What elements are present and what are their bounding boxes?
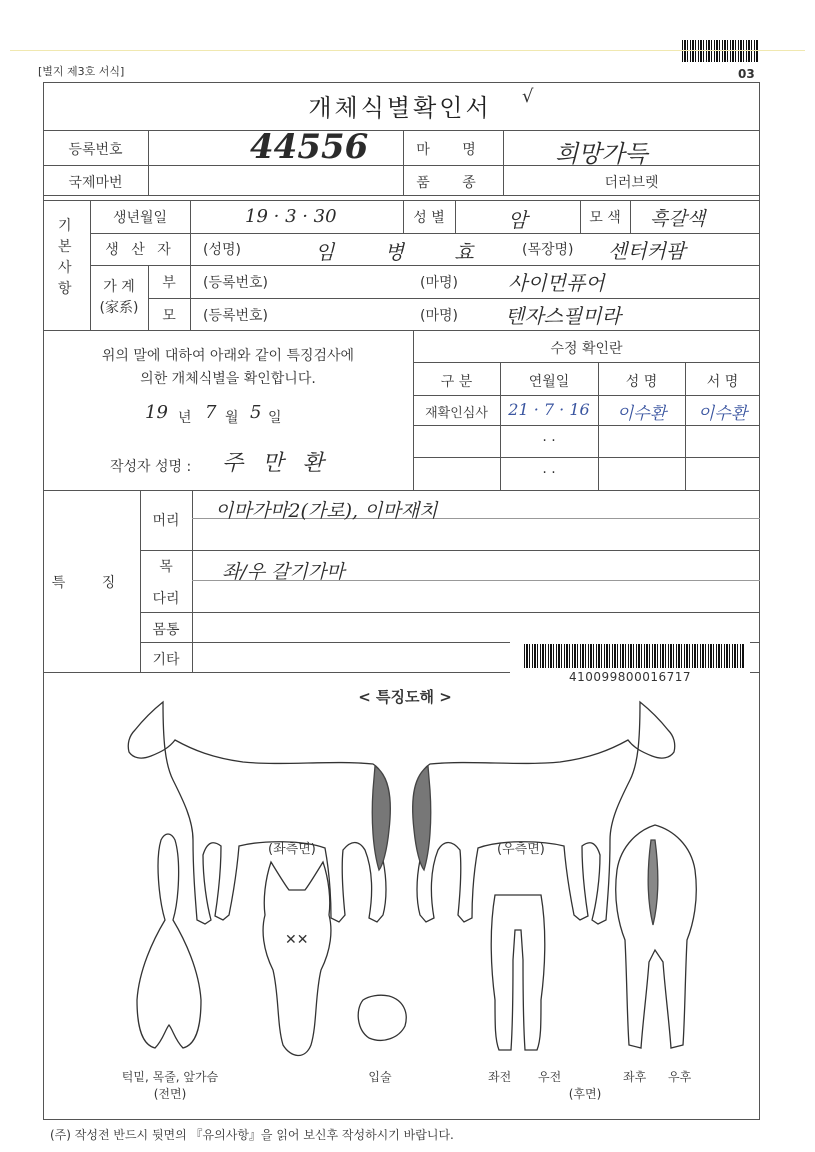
- right-side-label: (우측면): [497, 842, 545, 857]
- revision-row3-date: · ·: [542, 465, 556, 481]
- confirm-date-year: 19: [145, 402, 168, 423]
- leg-label: 다리: [152, 591, 180, 607]
- revision-header-date: 연월일: [528, 374, 570, 390]
- birth-value: 19 · 3 · 30: [245, 206, 337, 227]
- right-side-horse-outline: [417, 702, 675, 924]
- right-hind-label: 우후: [668, 1070, 692, 1084]
- right-side-tail: [413, 766, 431, 870]
- front-caption: 턱밑, 목줄, 앞가슴: [121, 1070, 219, 1084]
- page-number: 03: [738, 67, 755, 81]
- farm-value: 센터커팜: [608, 239, 686, 263]
- rear-tail: [648, 840, 658, 925]
- sire-name-label: (마명): [420, 275, 458, 291]
- head-value: 이마가마2(가로), 이마재치: [215, 500, 438, 522]
- horse-name-label: 마 명: [416, 142, 490, 158]
- front-legs-outline: [491, 895, 545, 1050]
- revision-header-kind: 구 분: [440, 374, 473, 390]
- sire-value: 사이먼퓨어: [508, 271, 605, 295]
- dam-label: 모: [162, 308, 176, 324]
- sire-label: 부: [162, 275, 176, 291]
- dam-value: 텐자스필미라: [505, 304, 621, 328]
- title-check-mark: √: [522, 86, 534, 107]
- neck-label: 목: [159, 559, 173, 575]
- confirm-month-unit: 월: [225, 410, 239, 426]
- family-label: 가 계: [103, 279, 135, 295]
- revision-row2-date: · ·: [542, 433, 556, 449]
- page-title: 개체식별확인서: [308, 94, 492, 122]
- diagram-title: < 특징도해 >: [358, 688, 452, 706]
- color-label: 모 색: [589, 210, 621, 226]
- left-side-tail: [372, 766, 390, 870]
- horse-name-value: 희망가득: [555, 140, 648, 168]
- top-barcode: [682, 40, 758, 62]
- dam-name-label: (마명): [420, 308, 458, 324]
- confirm-line1: 위의 말에 대하여 아래와 같이 특징검사에: [101, 348, 355, 364]
- head-label: 머리: [152, 513, 180, 529]
- left-side-horse-outline: [128, 702, 386, 924]
- producer-name-label: (성명): [203, 242, 241, 258]
- dam-reg-label: (등록번호): [203, 308, 269, 324]
- confirm-date-day: 5: [250, 402, 262, 423]
- family-hanja: (家系): [99, 300, 139, 316]
- horse-diagram: [43, 700, 760, 1070]
- color-value: 흑갈색: [650, 208, 706, 230]
- etc-label: 기타: [152, 652, 180, 668]
- basic-section-label: [58, 216, 74, 300]
- reg-no-value: 44556: [250, 127, 369, 167]
- left-side-label: (좌측면): [268, 842, 316, 857]
- reg-no-label: 등록번호: [68, 142, 123, 158]
- front-caption-2: (전면): [153, 1087, 187, 1101]
- back-caption: (후면): [568, 1087, 602, 1101]
- marking-xx: ✕✕: [285, 932, 309, 948]
- right-fore-label: 우전: [538, 1070, 562, 1084]
- form-label: [별지 제3호 서식]: [38, 65, 125, 78]
- confirm-date-month: 7: [205, 402, 217, 423]
- confirm-year-unit: 년: [178, 410, 192, 426]
- left-fore-label: 좌전: [488, 1070, 512, 1084]
- revision-header-name: 성 명: [625, 374, 658, 390]
- lips-label: 입술: [368, 1070, 392, 1084]
- sex-value: 암: [508, 208, 528, 232]
- revision-row1-date: 21 · 7 · 16: [508, 400, 590, 419]
- producer-label: 생 산 자: [105, 242, 175, 258]
- revision-row1-kind: 재확인심사: [425, 406, 488, 421]
- farm-label: (목장명): [522, 242, 574, 258]
- neck-value: 좌/우 갈기가마: [222, 561, 345, 583]
- breed-value: 더러브렛: [604, 175, 659, 191]
- sire-reg-label: (등록번호): [203, 275, 269, 291]
- birth-label: 생년월일: [112, 210, 168, 226]
- revision-header-sign: 서 명: [706, 374, 739, 390]
- confirm-line2: 의한 개체식별을 확인합니다.: [140, 371, 316, 387]
- producer-value: 임 병 효: [315, 240, 496, 264]
- barcode-number: 410099800016717: [568, 670, 692, 684]
- revision-row1-sign: 이수환: [697, 404, 748, 424]
- body-label: 몸통: [152, 622, 180, 638]
- footer-note: (주) 작성전 반드시 뒷면의 『유의사항』을 읽어 보신후 작성하시기 바랍니다.: [50, 1128, 454, 1142]
- intl-no-label: 국제마번: [68, 175, 123, 191]
- top-rule: [10, 50, 805, 51]
- sex-label: 성 별: [413, 210, 445, 226]
- author-label: 작성자 성명 :: [110, 459, 192, 475]
- lips-outline: [358, 995, 406, 1040]
- revision-title: 수정 확인란: [550, 341, 623, 357]
- left-hind-label: 좌후: [623, 1070, 647, 1084]
- front-chest-outline: [137, 834, 201, 1048]
- barcode-bars: [524, 644, 744, 668]
- author-value: 주 만 환: [222, 451, 330, 476]
- confirm-day-unit: 일: [268, 410, 282, 426]
- breed-label: 품 종: [416, 175, 490, 191]
- features-section-label: 특 징: [51, 575, 132, 591]
- front-head-outline: [263, 862, 331, 1056]
- basic-label-text: 기본사항: [58, 218, 72, 297]
- revision-row1-name: 이수환: [616, 404, 667, 424]
